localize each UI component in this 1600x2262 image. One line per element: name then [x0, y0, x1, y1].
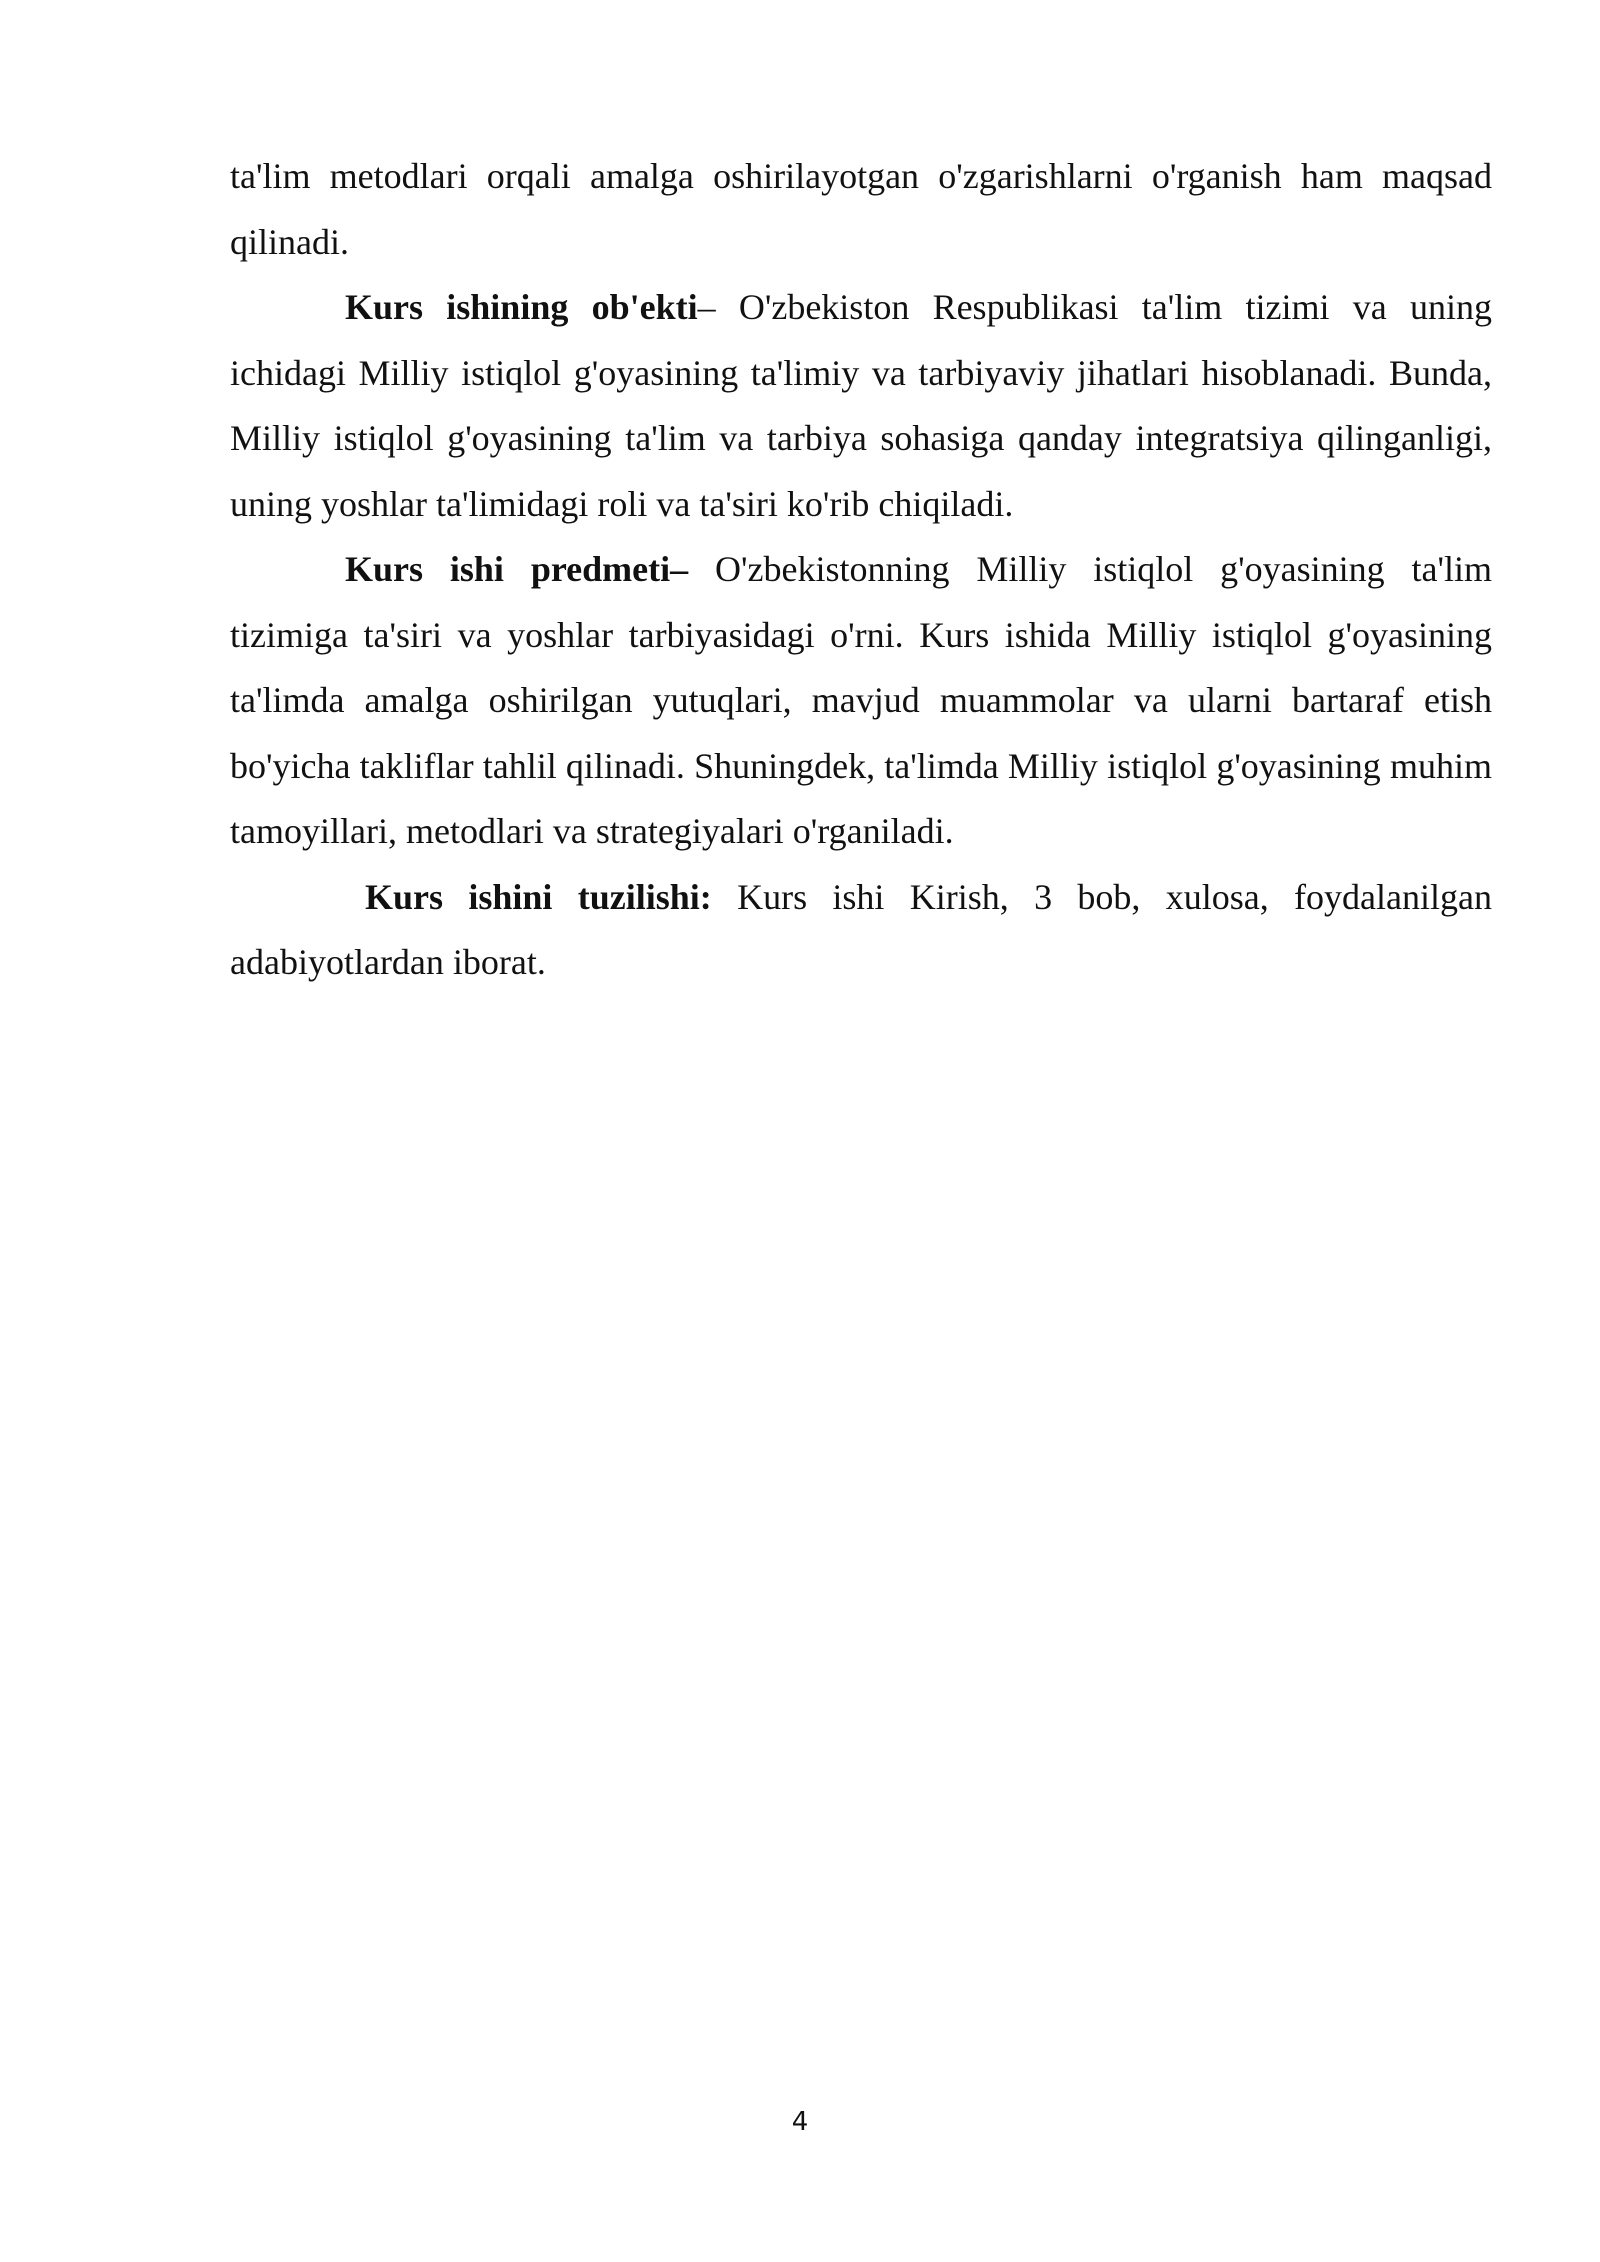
paragraph-object: [230, 275, 1492, 537]
paragraph-subject: [230, 537, 1492, 865]
paragraph-continuation: [230, 144, 1492, 275]
page-number: 4: [791, 2107, 809, 2137]
paragraph-text: O'zbekistonning Milliy istiqlol g'oyasining ta'lim tizimiga ta'siri va yoshlar tarbiyasidagi o'rni. Kurs ishida Milliy istiqlol g'oyasining ta'limda amalga oshirilgan yutuqlari, mavjud muammolar va ularni bartaraf etish bo'yicha takliflar tahlil qilinadi. Shuningdek, ta'limda Milliy istiqlol g'oyasining muhim tamoyillari, metodlari va strategiyalari o'rganiladi.: [230, 549, 1492, 851]
paragraph-text: ta'lim metodlari orqali amalga oshirilayotgan o'zgarishlarni o'rganish ham maqsad qilinadi.: [230, 156, 1492, 262]
paragraph-text: Kurs ishi Kirish, 3 bob, xulosa, foydalanilgan adabiyotlardan iborat.: [230, 876, 1492, 982]
paragraph-text: – O'zbekiston Respublikasi ta'lim tizimi va uning ichidagi Milliy istiqlol g'oyasining ta'limiy va tarbiyaviy jihatlari hisoblanadi. Bunda, Milliy istiqlol g'oyasining ta'lim va tarbiya sohasiga qanday integratsiya qilinganligi, uning yoshlar ta'limidagi roli va ta'siri ko'rib chiqiladi.: [230, 287, 1492, 524]
paragraph-lead: Kurs ishini tuzilishi:: [365, 876, 712, 917]
paragraph-structure: [230, 865, 1492, 996]
paragraph-lead: Kurs ishi predmeti–: [345, 549, 689, 589]
paragraph-lead: Kurs ishining ob'ekti: [345, 287, 698, 327]
body-text: [230, 144, 1492, 996]
